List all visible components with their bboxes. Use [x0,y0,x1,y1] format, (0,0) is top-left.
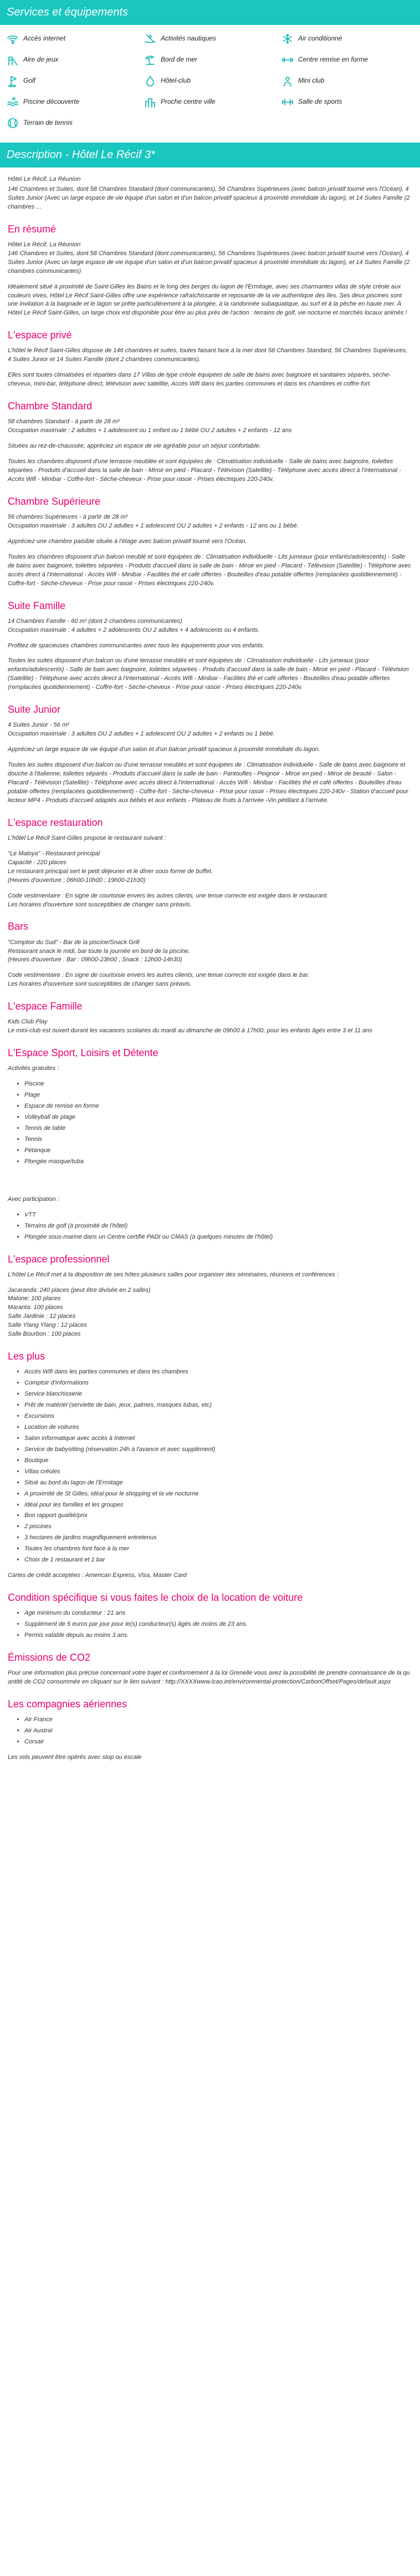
list-item: • Air Austral [24,1727,412,1736]
beach-icon [144,54,156,66]
list-item: • Plongée sous-marine dans un Centre certifié PADI ou CMAS (à quelques minutes de l'hôtel) [24,1233,412,1242]
amenity-label: Piscine découverte [23,98,80,106]
list-item: • A proximité de St Gilles, idéal pour le shopping et la vie nocturne [24,1490,412,1499]
amenity-item [7,33,139,45]
junior-heading: Suite Junior [8,704,61,716]
list-item: • Air France [24,1716,412,1725]
intro-location: Hôtel Le Récif, La Réunion [8,176,81,182]
prive-heading: L'espace privé [8,329,72,341]
description-header: Description - Hôtel Le Récif 3* [0,143,420,168]
famille-p2: Profitez de spacieuses chambres communicantes avec tous les équipements pour vos enfants. [8,642,264,649]
list-item: • Tennis de table [24,1124,412,1133]
sport-paid-list [8,1211,412,1242]
standard-p3: Toutes les chambres disposent d'une terrasse meublée et sont équipées de : Climatisation individuelle - Salle de bains avec baignoire, toilettes séparées - Produits d'accueil dans la salle de bain - Miroir en pied - Placard - Télévision (Satellite) - Téléphone avec accès direct à l'international - Accès Wifi - Minibar - Coffre-fort - Sèche-cheveux - Prise pour rasoir - Prises électriques 220-240v. [8,458,401,483]
amenity-item [144,54,276,66]
pro-p1: L'hôtel Le Récif met à la disposition de ses hôtes plusieurs salles pour organiser des séminaires, réunions et conférences : [8,1271,339,1278]
resume-location: Hôtel Le Récif, La Réunion [8,241,81,248]
amenity-item [281,75,413,87]
co2-text: Pour une information plus précise concernant votre trajet et conformément à la loi Grenelle vous avez la possibilité de prendre connaissance de la quantité de CO2 consommée en cliquant sur le lien suivant : http://XXXXwww.icao.int/environmental-protection/CarbonOffset/Pages/default.aspx [8,1670,410,1685]
amenity-label: Activités nautiques [161,34,217,43]
list-item: • Age minimum du conducteur : 21 ans [24,1609,412,1618]
list-item: • VTT [24,1211,412,1220]
list-item: • Service blanchisserie [24,1390,412,1399]
amenity-label: Bord de mer [161,55,198,64]
list-item: • Salon informatique avec accès à Internet [24,1434,412,1443]
bars-p2: Code vestimentaire : En signe de courtoisie envers les autres clients, une tenue correcte est exigée dans le bar. Les horaires d'ouverture sont susceptibles de changer sans préavis. [8,972,310,988]
amenity-label: Salle de sports [298,98,342,106]
superieure-p2: Appréciez une chambre paisible située à l'étage avec balcon privatif tourné vers l'Océan. [8,537,247,545]
junior-p3: Toutes les suites disposent d'un balcon ou d'une terrasse meublés et sont équipées de : Climatisation individuelle - Salle de bains avec baignoire et douche à l'italienne, toilettes séparés - Produits d'accueil dans la salle de bain - Pantoufles - Peignoir - Miroir en pied - Miroir de beauté - Salon - Placard - Télévision (Satellite) - Téléphone avec accès direct à l'international - Accès Wifi - Minibar - Facilités thé et café offertes - Bouteilles d'eau potable offertes (remplacées quotidiennement) - Coffre-fort - Sèche-cheveux - Prise pour rasoir - Prises électriques 220-240v - Station d'accueil pour lecteur MP4 - Produits d'accueil adaptés aux bébés et aux enfants - Plateau de fruits à l'arrivée -Vin pétillant à l'arrivée. [8,762,408,804]
condition-list [8,1609,412,1640]
fitness-icon [281,54,294,66]
amenity-label: Accès internet [23,34,66,43]
condition-heading: Condition spécifique si vous faites le choix de la location de voiture [8,1592,303,1604]
list-item: • Boutique [24,1457,412,1466]
list-item: • Choix de 1 restaurant et 1 bar [24,1556,412,1565]
restauration-heading: L'espace restauration [8,817,103,828]
sport-heading: L'Espace Sport, Loisirs et Détente [8,1047,158,1059]
list-item: • Toutes les chambres font face à la mer [24,1545,412,1554]
resume-text: Idéalement situé à proximité de Saint-Gilles les Bains et le long des berges du lagon de l'Ermitage, avec ses charmantes villas de style créole aux couleurs vives, Hôtel Le Récif Saint-Gilles offre une expérience rafraîchissante et reposante de la vie authentique des îles. Ses deux piscines sont une invitation à la baignade et le lagon se prête particulièrement à la plongée, à la randonnée subaquatique, au surf et à la pêche en haute mer. À Hôtel Le Récif Saint-Gilles, un large choix est disponible pour être au plus près de l'action : terrains de golf, vie nocturne et marchés locaux animés ! [8,283,407,317]
list-item: • Comptoir d'informations [24,1379,412,1388]
list-item: • Supplément de 5 euros par jour pour le(s) conducteur(s) âgés de moins de 23 ans. [24,1620,412,1629]
plus-list [8,1368,412,1565]
amenity-label: Aire de jeux [23,55,59,64]
superieure-p3: Toutes les chambres disposent d'un balcon meublé et sont équipées de : Climatisation individuelle - Lits jumeaux (pour enfants/adolescents) - Salle de bains avec baignoire, toilettes séparées - Produits d'accueil dans la salle de bain - Miroir en pied - Placard - Télévision (Satellite) - Téléphone avec accès direct à l'international - Accès Wifi - Minibar - Facilités thé et café offertes - Bouteilles d'eau potable offertes (remplacées quotidiennement) - Coffre-fort - Sèche-cheveux - Prise pour rasoir - Prises électriques 220-240v. [8,553,411,587]
amenity-label: Proche centre ville [161,98,216,106]
pro-heading: L'espace professionnel [8,1253,110,1265]
co2-heading: Émissions de CO2 [8,1651,91,1663]
amenity-item [281,33,413,45]
description-content [0,175,420,1782]
cards-text: Cartes de crédit acceptées : American Express, Visa, Master Card [8,1572,187,1579]
list-item: • Bon rapport qualité/prix [24,1512,412,1520]
superieure-p1: 56 chambres Supérieures - à partir de 28 m² Occupation maximale : 3 adultes OU 2 adultes + 1 adolescent OU 2 adultes + 2 enfants - 12 ans ou 1 bébé. [8,514,299,529]
plus-heading: Les plus [8,1351,45,1362]
espace-famille-p1: Kids Club Play Le mini-club est ouvert durant les vacances scolaires du mardi au dimanche de 09h00 à 17h00, pour les enfants âgés entre 3 et 11 ans [8,1018,372,1035]
list-item: • Pétanque [24,1147,412,1155]
amenity-item [144,96,276,108]
pro-p2: Jacaranda: 240 places (peut être divisée en 2 salles) Malone: 100 places Maranta: 100 places Salle Jardinie : 12 places Salle Ylang Ylang : 12 places Salle Bourbon : 100 places [8,1286,151,1338]
bars-p1: "Comptoir du Sud" - Bar de la piscine/Snack Grill Restaurant snack le midi, bar toute la journée en bord de la piscine. (Heures d'ouverture : Bar : 09h00-23h00 ; Snack : 12h00-14h30) [8,939,190,964]
airlines-list [8,1716,412,1747]
amenity-item [7,54,139,66]
list-item: • Plongée masque/tuba [24,1158,412,1167]
list-item: • Villas créoles [24,1468,412,1477]
list-item: • Plage [24,1091,412,1100]
prive-p2: Elles sont toutes climatisées et réparties dans 17 Villas de type créole équipées de salle de bains avec baignoire et sanitaires séparés, sèche-cheveux, mini-bar, téléphone direct, télévision avec satellite, Accès Wifi dans les parties communes et dans les chambres et coffre-fort. [8,372,391,388]
restauration-p2: "Le Maloya" - Restaurant principal Capacité : 220 places Le restaurant principal sert le petit déjeuner et le dîner sous forme de buffet. (Heures d'ouverture : 06h00-10h00 ; 19h00-21h30) [8,850,213,884]
standard-p1: 58 chambres Standard - à partir de 28 m² Occupation maximale : 2 adultes + 1 adolescent ou 1 enfant ou 1 bébé OU 2 adultes + 2 enfants - 12 ans [8,418,292,434]
airlines-heading: Les compagnies aériennes [8,1698,127,1710]
amenity-item [281,54,413,66]
intro-text: 146 Chambres et Suites, dont 58 Chambres Standard (dont communicantes), 56 Chambres Supérieures (avec balcon privatif tourné vers l'Océan), 4 Suites Junior (Avec un large espace de vie équipé d'un salon et d'un balcon privatif spacieux à proximité immédiate du lagon), et 14 Suites Famille (2 chambres ... [8,185,410,210]
restauration-p1: L'hôtel Le Récif Saint-Gilles propose le restaurant suivant : [8,834,166,841]
resume-rooms: 146 Chambres et Suites, dont 58 Chambres Standard (dont communicantes), 56 Chambres Supérieures (avec balcon privatif tourné vers l'Océan), 4 Suites Junior (Avec un large espace de vie équipé d'un salon et d'un balcon privatif spacieux à proximité immédiate du lagon), et 14 Suites Famille (2 chambres communicantes) [8,250,410,275]
amenity-item [7,117,139,129]
list-item: • Service de babysitting (réservation 24h à l'avance et avec supplément) [24,1446,412,1454]
amenity-label: Air conditionné [298,34,342,43]
list-item: • Permis valable depuis au moins 3 ans. [24,1631,412,1640]
services-header: Services et équipements [0,0,420,25]
bars-heading: Bars [8,921,29,932]
air-conditioning-icon [281,33,294,45]
amenities-grid [0,33,420,135]
famille-p1: 14 Chambres Famille - 60 m² (dont 2 chambres communicantes) Occupation maximale : 4 adultes + 2 adolescents OU 2 adultes + 4 adolescents ou 4 enfants. [8,617,260,633]
list-item: • Excursions [24,1412,412,1421]
resume-heading: En résumé [8,223,57,235]
list-item: • Accès Wifi dans les parties communes et dans les chambres [24,1368,412,1377]
amenity-item [144,33,276,45]
list-item: • Prêt de matériel (serviette de bain, jeux, palmes, masques tubas, etc) [24,1401,412,1410]
list-item: • Terrains de golf (à proximité de l'hôtel) [24,1222,412,1231]
list-item: • Tennis [24,1135,412,1144]
wifi-icon [7,33,19,45]
sport-paid-intro: Avec participation : [8,1195,59,1203]
sport-free-intro: Activités gratuites : [8,1065,59,1072]
superieure-heading: Chambre Supérieure [8,495,101,507]
standard-heading: Chambre Standard [8,400,93,412]
junior-p2: Appréciez un large espace de vie équipé d'un salon et d'un balcon privatif spacieux à proximité immédiate du lagon. [8,746,320,753]
amenity-label: Hôtel-club [161,77,191,85]
list-item: • 3 hectares de jardins magnifiquement entretenus [24,1534,412,1543]
amenity-label: Centre remise en forme [298,55,368,64]
airlines-note: Les vols peuvent être opérés avec stop ou escale [8,1753,142,1761]
list-item: • Piscine [24,1080,412,1089]
city-center-icon [144,96,156,108]
famille-heading: Suite Famille [8,600,66,611]
amenity-label: Mini club [298,77,325,85]
amenity-label: Terrain de tennis [23,119,73,127]
list-item: • Volleyball de plage [24,1113,412,1122]
espace-famille-heading: L'espace Famille [8,1001,83,1012]
junior-p1: 4 Suites Junior - 56 m² Occupation maximale : 3 adultes OU 2 adultes + 1 adolescent OU 2 adultes + 2 enfants ou 1 bébé. [8,722,275,738]
prive-p1: L'hôtel le Récif Saint-Gilles dispose de 146 chambres et suites, toutes faisant face à la mer dont 58 Chambres Standard, 56 Chambres Supérieures, 4 Suites Junior et 14 Suites Famille (dont 2 chambres communicantes). [8,347,408,363]
list-item: • Situé au bord du lagon de l'Ermitage [24,1479,412,1488]
standard-p2: Situées au rez-de-chaussée, appréciez un espace de vie agréable pour un séjour confortable. [8,443,261,450]
kayak-icon [144,33,156,45]
playground-icon [7,54,19,66]
gym-icon [281,96,294,108]
list-item: • Espace de remise en forme [24,1102,412,1111]
list-item: • Idéal pour les familles et les groupes [24,1501,412,1510]
tennis-icon [7,117,19,129]
amenity-item [7,75,139,87]
amenity-item [144,75,276,87]
famille-p3: Toutes les suites disposent d'un balcon ou d'une terrasse meublés et sont équipées de : Climatisation individuelle - Lits jumeaux (pour enfants/adolescents) - Salle de bain avec baignoire, toilettes séparées - Produits d'accueil dans la salle de bain - Miroir en pied - Placard - Télévision (Satellite) - Téléphone avec accès direct à l'international - Accès Wifi - Minibar - Facilités thé et café offertes - Bouteilles d'eau potable offertes (remplacées quotidiennement) - Coffre-fort - Sèche-cheveux - Prise pour rasoir - Prises électriques 220-240v. [8,657,409,691]
pool-icon [7,96,19,108]
golf-icon [7,75,19,87]
list-item: • Corsair [24,1738,412,1747]
sport-free-list [8,1080,412,1167]
list-item: • 2 piscines [24,1523,412,1532]
hotel-club-icon [144,75,156,87]
amenity-item [7,96,139,108]
amenity-label: Golf [23,77,36,85]
amenity-item [281,96,413,108]
mini-club-icon [281,75,294,87]
restauration-p3: Code vestimentaire : En signe de courtoisie envers les autres clients, une tenue correcte est exigée dans le restaurant. Les horaires d'ouverture sont susceptibles de changer sans préavis. [8,892,329,908]
list-item: • Location de voitures [24,1423,412,1432]
